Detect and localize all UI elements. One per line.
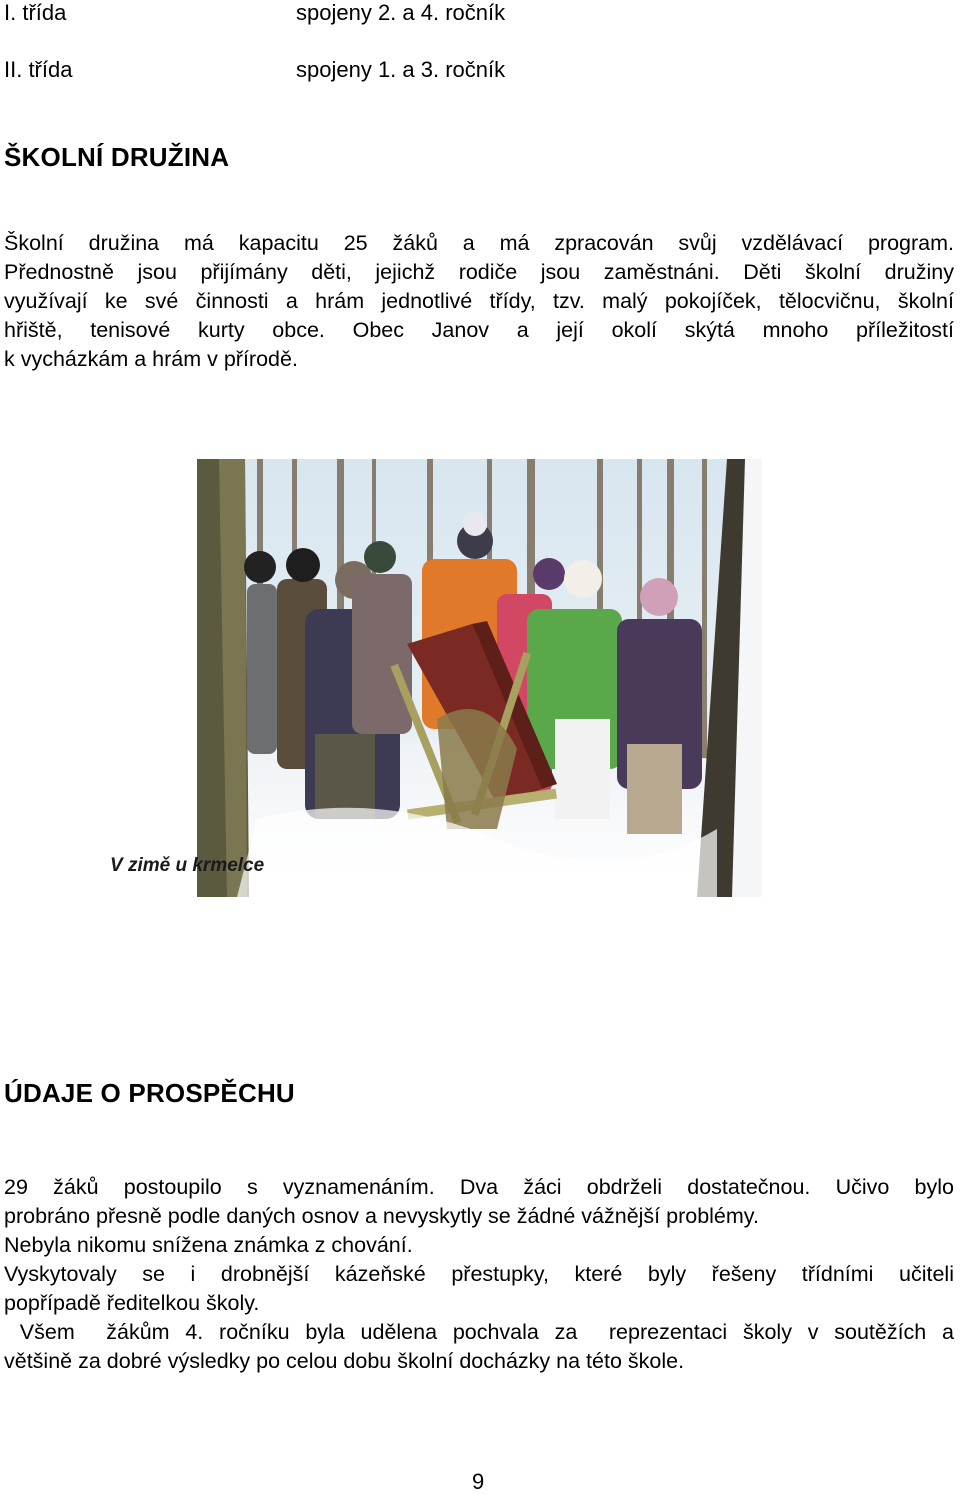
paragraph-line: Nebyla nikomu snížena známka z chování.	[4, 1233, 413, 1257]
section-heading-school-club: ŠKOLNÍ DRUŽINA	[4, 142, 230, 172]
paragraph-line: popřípadě ředitelkou školy.	[4, 1291, 260, 1315]
class-2-label: II. třída	[4, 57, 73, 82]
class-1-label: I. třída	[4, 0, 67, 25]
paragraph-line: 29 žáků postoupilo s vyznamenáním. Dva žáci obdrželi dostatečnou. Učivo bylo	[4, 1175, 954, 1199]
paragraph-line: Vyskytovaly se i drobnější kázeňské přestupky, které byly řešeny třídními učiteli	[4, 1262, 954, 1286]
paragraph-line: Školní družina má kapacitu 25 žáků a má zpracován svůj vzdělávací program.	[4, 231, 954, 255]
paragraph-line: většině za dobré výsledky po celou dobu školní docházky na této škole.	[4, 1349, 685, 1373]
page-number: 9	[472, 1469, 485, 1494]
paragraph-line: k vycházkám a hrám v přírodě.	[4, 347, 298, 371]
winter-feeder-photo	[197, 459, 762, 897]
class-2-value: spojeny 1. a 3. ročník	[296, 57, 506, 82]
photo-caption: V zimě u krmelce	[110, 855, 265, 876]
section-heading-academic-results: ÚDAJE O PROSPĚCHU	[4, 1078, 295, 1108]
school-club-paragraph	[4, 229, 954, 374]
class-1-value: spojeny 2. a 4. ročník	[296, 0, 506, 25]
academic-results-paragraph	[4, 1173, 954, 1376]
paragraph-line: probráno přesně podle daných osnov a nevyskytly se žádné vážnější problémy.	[4, 1204, 759, 1228]
paragraph-line: Všem žákům 4. ročníku byla udělena pochvala za reprezentaci školy v soutěžích a	[4, 1320, 954, 1344]
paragraph-line: využívají ke své činnosti a hrám jednotlivé třídy, tzv. malý pokojíček, tělocvičnu, školní	[4, 289, 954, 313]
paragraph-line: hřiště, tenisové kurty obce. Obec Janov a její okolí skýtá mnoho příležitostí	[4, 318, 954, 342]
photo-illustration	[197, 459, 762, 897]
paragraph-line: Přednostně jsou přijímány děti, jejichž rodiče jsou zaměstnáni. Děti školní družiny	[4, 260, 954, 284]
